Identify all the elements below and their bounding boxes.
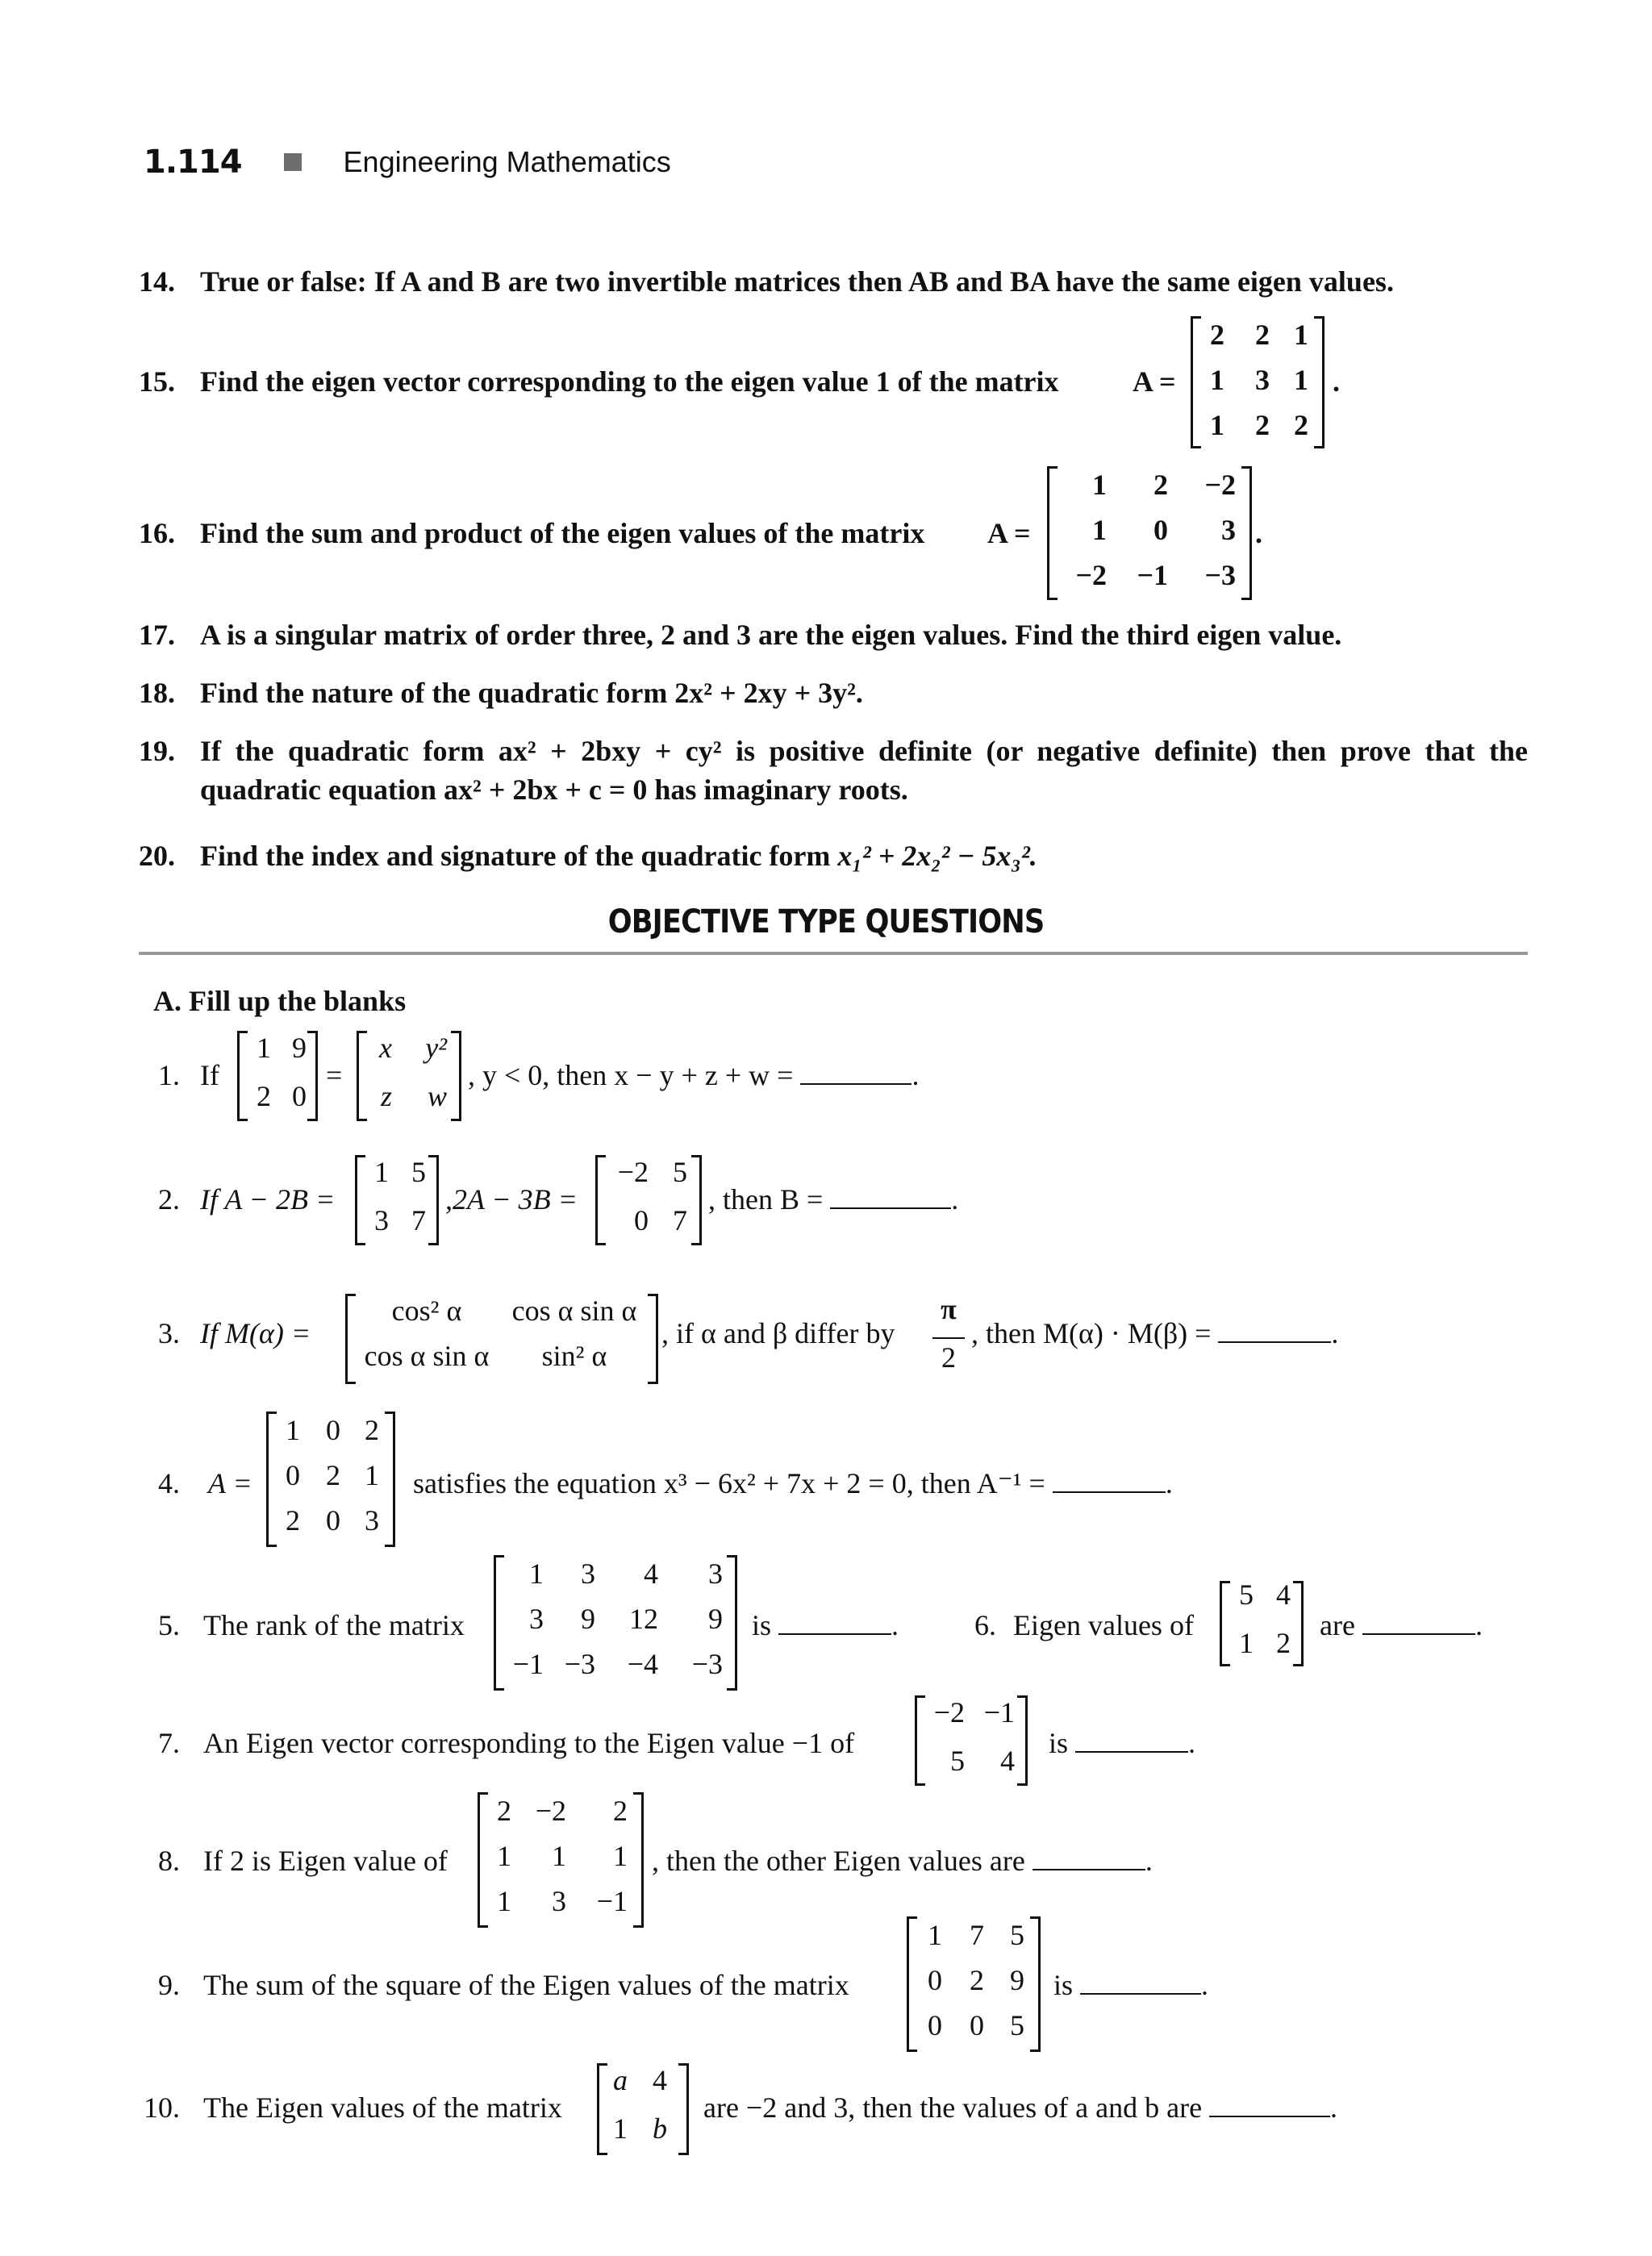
matrix-cell: 1 bbox=[613, 2112, 628, 2145]
page-number: 1.114 bbox=[144, 144, 242, 181]
question-19 bbox=[139, 734, 1528, 768]
matrix-cell: −3 bbox=[691, 1648, 723, 1680]
question-number: 18. bbox=[139, 677, 175, 709]
bracket-left bbox=[1047, 466, 1058, 600]
question-14 bbox=[139, 265, 1394, 298]
matrix-cell: 3 bbox=[581, 1558, 595, 1590]
objective-10-rest bbox=[703, 2091, 1337, 2125]
objective-10-number: 10. bbox=[144, 2091, 180, 2124]
matrix-cell: 12 bbox=[629, 1603, 658, 1635]
matrix-cell: 4 bbox=[1000, 1745, 1015, 1777]
matrix-cell: −2 bbox=[1075, 559, 1107, 591]
matrix-cell: 5 bbox=[673, 1156, 687, 1188]
matrix-cell: 3 bbox=[529, 1603, 544, 1635]
subsection-heading: A. Fill up the blanks bbox=[153, 985, 407, 1017]
matrix-cell: x bbox=[379, 1032, 392, 1064]
question-number: 17. bbox=[139, 619, 175, 651]
objective-5-number: 5. bbox=[158, 1609, 180, 1641]
matrix-cell: 5 bbox=[1239, 1578, 1254, 1611]
matrix-cell: 0 bbox=[326, 1504, 340, 1537]
matrix-cell: −1 bbox=[512, 1648, 544, 1680]
matrix-cell: 1 bbox=[257, 1032, 271, 1064]
matrix-cell: 2 bbox=[613, 1795, 628, 1827]
matrix-cell: 3 bbox=[708, 1558, 723, 1590]
matrix-cell: −2 bbox=[1204, 469, 1236, 501]
period: . bbox=[1331, 1317, 1339, 1349]
period: . bbox=[1255, 517, 1262, 549]
matrix-cell: 1 bbox=[613, 1840, 628, 1872]
matrix-q16 bbox=[1047, 466, 1252, 600]
matrix-cell: 3 bbox=[1255, 364, 1270, 396]
matrix-q15 bbox=[1191, 316, 1325, 448]
matrix-cell: 1 bbox=[928, 1919, 942, 1951]
matrix-cell: 4 bbox=[644, 1558, 658, 1590]
question-text: , y < 0, then x − y + z + w = bbox=[468, 1059, 801, 1091]
period: . bbox=[1188, 1727, 1196, 1759]
bracket-right bbox=[451, 1031, 461, 1121]
matrix-cell: 7 bbox=[673, 1204, 687, 1236]
bracket-right bbox=[727, 1555, 737, 1691]
matrix-cell: 0 bbox=[1153, 514, 1168, 546]
matrix-cell: 2 bbox=[1276, 1627, 1291, 1659]
matrix-cell: 1 bbox=[497, 1840, 511, 1872]
matrix-o8 bbox=[478, 1792, 644, 1928]
matrix-cell: 0 bbox=[634, 1204, 649, 1236]
matrix-cell: 2 bbox=[1255, 409, 1270, 441]
question-text: is bbox=[1049, 1727, 1076, 1759]
matrix-cell: 1 bbox=[1294, 319, 1308, 351]
question-text-line1: If the quadratic form ax² + 2bxy + cy² is positive definite (or negative definite) then prove that the bbox=[200, 735, 1528, 767]
objective-2-lhs: If A − 2B = bbox=[200, 1183, 336, 1216]
equals-sign: = bbox=[326, 1059, 343, 1091]
matrix-o1-right bbox=[357, 1031, 461, 1121]
page-header bbox=[144, 144, 671, 181]
objective-9-text: The sum of the square of the Eigen values of the matrix bbox=[203, 1969, 849, 2001]
period: . bbox=[1333, 365, 1340, 398]
matrix-cell: 2 bbox=[1210, 319, 1224, 351]
matrix-cell: −1 bbox=[1137, 559, 1168, 591]
matrix-cell: 7 bbox=[411, 1204, 426, 1236]
bracket-left bbox=[345, 1294, 356, 1384]
period: . bbox=[1201, 1969, 1209, 2001]
matrix-cell: 2 bbox=[257, 1080, 271, 1112]
matrix-cell: 1 bbox=[1092, 514, 1107, 546]
matrix-o4 bbox=[266, 1412, 395, 1547]
matrix-cell: 2 bbox=[970, 1964, 984, 1996]
matrix-cell: 0 bbox=[292, 1080, 307, 1112]
objective-1-number: 1. bbox=[158, 1059, 180, 1091]
objective-1-if: If bbox=[200, 1059, 219, 1091]
answer-blank[interactable] bbox=[800, 1083, 912, 1085]
matrix-cell: 9 bbox=[708, 1603, 723, 1635]
bracket-right bbox=[428, 1155, 439, 1245]
matrix-cell: 1 bbox=[286, 1414, 300, 1446]
matrix-cell: −1 bbox=[596, 1885, 628, 1917]
objective-3-rest1: , if α and β differ by bbox=[661, 1317, 895, 1349]
objective-7-text: An Eigen vector corresponding to the Eigen value −1 of bbox=[203, 1727, 855, 1759]
matrix-cell: 2 bbox=[1255, 319, 1270, 351]
answer-blank[interactable] bbox=[1080, 1993, 1201, 1995]
objective-2-number: 2. bbox=[158, 1183, 180, 1216]
period: . bbox=[1145, 1845, 1153, 1877]
matrix-cell: 3 bbox=[1221, 514, 1236, 546]
matrix-cell: 0 bbox=[928, 1964, 942, 1996]
answer-blank[interactable] bbox=[1218, 1341, 1331, 1343]
question-number: 16. bbox=[139, 517, 175, 549]
matrix-cell: −2 bbox=[617, 1156, 649, 1188]
bracket-right bbox=[385, 1412, 395, 1547]
fraction-numerator: π bbox=[941, 1293, 957, 1325]
matrix-cell: −1 bbox=[983, 1696, 1015, 1728]
question-text: , then M(α) · M(β) = bbox=[971, 1317, 1219, 1349]
matrix-label: A = bbox=[987, 517, 1031, 549]
matrix-o2-second bbox=[595, 1155, 702, 1245]
matrix-cell: 2 bbox=[497, 1795, 511, 1827]
matrix-label: A = bbox=[1133, 365, 1176, 398]
period: . bbox=[951, 1183, 959, 1216]
matrix-cell: 9 bbox=[581, 1603, 595, 1635]
question-text: , then B = bbox=[708, 1183, 831, 1216]
answer-blank[interactable] bbox=[778, 1633, 891, 1635]
objective-5-rest bbox=[752, 1608, 899, 1642]
question-number: 19. bbox=[139, 735, 175, 767]
bracket-right bbox=[691, 1155, 702, 1245]
period: . bbox=[891, 1609, 899, 1641]
bracket-right bbox=[1241, 466, 1252, 600]
matrix-cell: w bbox=[427, 1080, 447, 1112]
matrix-cell: cos² α bbox=[391, 1295, 462, 1327]
matrix-cell: 7 bbox=[970, 1919, 984, 1951]
objective-8-text: If 2 is Eigen value of bbox=[203, 1845, 448, 1877]
bracket-left bbox=[1191, 316, 1201, 448]
matrix-o5 bbox=[494, 1555, 737, 1691]
question-15 bbox=[139, 365, 1059, 398]
matrix-cell: cos α sin α bbox=[511, 1295, 637, 1327]
matrix-cell: 5 bbox=[1010, 1919, 1024, 1951]
matrix-cell: 1 bbox=[1210, 409, 1224, 441]
quadratic-expression: x₁² + 2x₂² − 5x₃². bbox=[837, 840, 1037, 872]
period: . bbox=[1330, 2091, 1338, 2124]
period: . bbox=[1475, 1609, 1483, 1641]
objective-4-number: 4. bbox=[158, 1467, 180, 1499]
matrix-cell: 3 bbox=[552, 1885, 566, 1917]
bracket-right bbox=[307, 1031, 318, 1121]
objective-6-rest bbox=[1320, 1608, 1483, 1642]
question-18 bbox=[139, 676, 863, 710]
fraction-denominator: 2 bbox=[941, 1341, 956, 1374]
matrix-cell: −2 bbox=[535, 1795, 566, 1827]
fraction-bar bbox=[932, 1337, 965, 1339]
matrix-cell: 1 bbox=[1210, 364, 1224, 396]
matrix-cell: 1 bbox=[1239, 1627, 1254, 1659]
matrix-cell: 1 bbox=[497, 1885, 511, 1917]
bracket-left bbox=[357, 1031, 367, 1121]
matrix-cell: 1 bbox=[529, 1558, 544, 1590]
question-text: satisfies the equation x³ − 6x² + 7x + 2 = 0, then A⁻¹ = bbox=[413, 1467, 1053, 1499]
answer-blank[interactable] bbox=[1209, 2116, 1330, 2117]
question-number: 20. bbox=[139, 840, 175, 872]
matrix-cell: 1 bbox=[1092, 469, 1107, 501]
matrix-cell: 0 bbox=[286, 1459, 300, 1491]
question-number: 15. bbox=[139, 365, 175, 398]
objective-3-rest2 bbox=[971, 1316, 1338, 1350]
matrix-cell: 0 bbox=[970, 2009, 984, 2041]
matrix-cell: −3 bbox=[1204, 559, 1236, 591]
matrix-cell: −3 bbox=[564, 1648, 595, 1680]
answer-blank[interactable] bbox=[1032, 1869, 1145, 1870]
matrix-o7 bbox=[915, 1695, 1028, 1786]
matrix-cell: sin² α bbox=[541, 1340, 607, 1372]
question-text: Find the sum and product of the eigen values of the matrix bbox=[200, 517, 925, 549]
matrix-o6 bbox=[1220, 1578, 1304, 1666]
matrix-cell: 1 bbox=[374, 1156, 389, 1188]
matrix-cell: 3 bbox=[365, 1504, 379, 1537]
objective-6-text: Eigen values of bbox=[1013, 1609, 1194, 1641]
question-text: , then the other Eigen values are bbox=[652, 1845, 1032, 1877]
matrix-cell: 4 bbox=[1276, 1578, 1291, 1611]
objective-7-rest bbox=[1049, 1726, 1195, 1760]
book-title: Engineering Mathematics bbox=[343, 145, 671, 178]
bracket-right bbox=[678, 2063, 689, 2155]
question-text: is bbox=[1053, 1969, 1081, 2001]
answer-blank[interactable] bbox=[1075, 1751, 1188, 1753]
question-text: A is a singular matrix of order three, 2 and 3 are the eigen values. Find the third eigen value. bbox=[200, 619, 1342, 651]
matrix-cell: 2 bbox=[1294, 409, 1308, 441]
divider bbox=[139, 952, 1528, 955]
bracket-left bbox=[597, 2063, 607, 2155]
bracket-right bbox=[648, 1294, 658, 1384]
period: . bbox=[1165, 1467, 1173, 1499]
question-16 bbox=[139, 516, 924, 550]
matrix-cell: 9 bbox=[1010, 1964, 1024, 1996]
bracket-right bbox=[1030, 1916, 1041, 2052]
bracket-right bbox=[1314, 316, 1325, 448]
matrix-cell: y² bbox=[425, 1032, 447, 1064]
matrix-o10 bbox=[597, 2063, 689, 2155]
question-text: True or false: If A and B are two invertible matrices then AB and BA have the same eigen values. bbox=[200, 265, 1394, 298]
matrix-cell: 9 bbox=[292, 1032, 307, 1064]
matrix-cell: 2 bbox=[286, 1504, 300, 1537]
question-text: Find the nature of the quadratic form 2x² + 2xy + 3y². bbox=[200, 677, 863, 709]
fraction-pi-over-2 bbox=[932, 1292, 965, 1381]
matrix-o2-first bbox=[355, 1155, 439, 1245]
matrix-cell: 3 bbox=[374, 1204, 389, 1236]
objective-10-text: The Eigen values of the matrix bbox=[203, 2091, 562, 2124]
matrix-cell: 0 bbox=[326, 1414, 340, 1446]
matrix-cell: 1 bbox=[365, 1459, 379, 1491]
question-19-line2: quadratic equation ax² + 2bx + c = 0 has imaginary roots. bbox=[200, 774, 908, 806]
objective-9-number: 9. bbox=[158, 1969, 180, 2001]
matrix-cell: 2 bbox=[1153, 469, 1168, 501]
matrix-cell: cos α sin α bbox=[364, 1340, 490, 1372]
objective-7-number: 7. bbox=[158, 1727, 180, 1759]
objective-3-lhs: If M(α) = bbox=[200, 1317, 311, 1349]
matrix-o9 bbox=[907, 1916, 1041, 2052]
objective-4-rest bbox=[413, 1466, 1173, 1500]
matrix-cell: 0 bbox=[928, 2009, 942, 2041]
objective-8-rest bbox=[652, 1844, 1153, 1878]
matrix-cell: 5 bbox=[950, 1745, 965, 1777]
question-text: Find the eigen vector corresponding to the eigen value 1 of the matrix bbox=[200, 365, 1059, 398]
objective-8-number: 8. bbox=[158, 1845, 180, 1877]
question-text: are bbox=[1320, 1609, 1362, 1641]
objective-9-rest bbox=[1053, 1968, 1208, 2002]
objective-1-rest bbox=[468, 1058, 919, 1092]
matrix-o1-left bbox=[237, 1031, 318, 1121]
question-text: is bbox=[752, 1609, 779, 1641]
bracket-right bbox=[1293, 1581, 1304, 1666]
matrix-cell: b bbox=[653, 2112, 667, 2145]
matrix-cell: 5 bbox=[411, 1156, 426, 1188]
objective-2-mid: ,2A − 3B = bbox=[445, 1183, 578, 1216]
matrix-cell: 2 bbox=[365, 1414, 379, 1446]
question-20 bbox=[139, 839, 1037, 873]
matrix-cell: 2 bbox=[326, 1459, 340, 1491]
matrix-cell: 1 bbox=[552, 1840, 566, 1872]
objective-3-number: 3. bbox=[158, 1317, 180, 1349]
header-square-icon bbox=[284, 153, 302, 171]
matrix-cell: z bbox=[380, 1080, 392, 1112]
matrix-o3 bbox=[345, 1294, 658, 1384]
matrix-cell: −4 bbox=[627, 1648, 658, 1680]
objective-4-lhs: A = bbox=[208, 1467, 252, 1499]
question-number: 14. bbox=[139, 265, 175, 298]
matrix-cell: −2 bbox=[933, 1696, 965, 1728]
question-text: Find the index and signature of the quadratic form bbox=[200, 840, 831, 872]
matrix-cell: 4 bbox=[653, 2064, 667, 2096]
matrix-cell: 5 bbox=[1010, 2009, 1024, 2041]
answer-blank[interactable] bbox=[830, 1207, 951, 1209]
question-17 bbox=[139, 618, 1341, 652]
bracket-right bbox=[633, 1792, 644, 1928]
objective-6-number: 6. bbox=[974, 1609, 996, 1641]
bracket-left bbox=[907, 1916, 917, 2052]
objective-2-rest bbox=[708, 1182, 958, 1216]
objective-5-text: The rank of the matrix bbox=[203, 1609, 465, 1641]
matrix-cell: a bbox=[613, 2064, 628, 2096]
answer-blank[interactable] bbox=[1053, 1491, 1166, 1493]
answer-blank[interactable] bbox=[1362, 1633, 1475, 1635]
period: . bbox=[912, 1059, 920, 1091]
section-heading: OBJECTIVE TYPE QUESTIONS bbox=[607, 903, 1045, 940]
matrix-cell: 1 bbox=[1294, 364, 1308, 396]
question-text: are −2 and 3, then the values of a and b are bbox=[703, 2091, 1210, 2124]
bracket-right bbox=[1017, 1695, 1028, 1786]
